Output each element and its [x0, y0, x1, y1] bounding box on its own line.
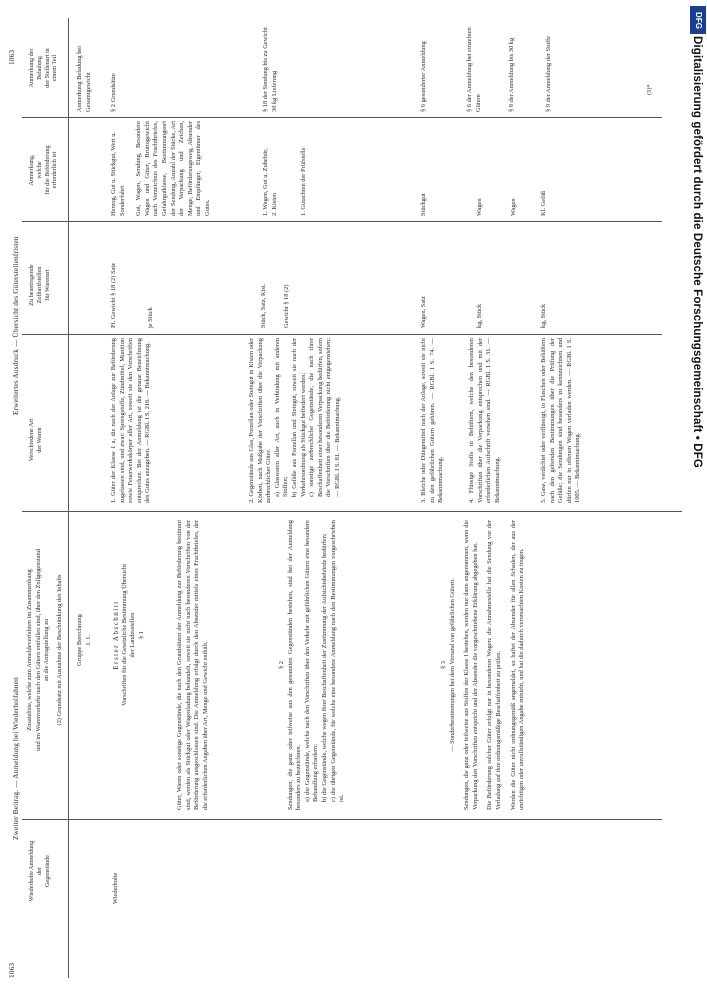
column-rule-5	[22, 117, 662, 118]
col4-row1: Herzog, Gut u. Stückgut, Wert u. Sonderfahrt Gut, Wagen, Sendung, Besondere Wagen und Güter, Bruttogewicht nach Verzeichnis des Frachtbriefes, Gefahrgutklasse, Bestimmungsort der Sendung, Anzahl der Stücke, Art der Verpackung und Zeichen, Menge, Beförderungsweg, Absender und Empfänger, Eigentümer des Gutes.	[110, 121, 211, 216]
col5-row3: § 6 gesonderter Anmeldung	[420, 41, 427, 112]
middle-item-5: 5. Gase, verdichtet oder verflüssigt, in Flaschen oder Behältern nach den geltenden Bestimmungen über die Prüfung der Gefäße; die Sendungen sind besonders zu kennzeichnen und dürfen nur in offenen Wagen verladen werden. — RGBl. I S. 1005. — Bekanntmachung.	[540, 338, 582, 503]
running-head-left: Zweiter Beitrag. — Anmeldung bei Wiederholfahnen	[12, 677, 20, 840]
col3-row2: Stück, Satz, Kist. Gewicht § 18 (2)	[260, 283, 290, 328]
col4-row6: Wagen	[510, 198, 517, 216]
footnote-mark: (5)*	[646, 84, 653, 95]
col4-row2: 1. Wagen, Gut u. Zubehör, 2. Kisten	[262, 148, 278, 216]
para3-block: § 3 — Sonderbestimmungen bei dem Versand von gefährlichen Gütern. Sendungen, die ganz oder teilweise aus Stoffen der Klasse I bestehen, werden nur dann angenommen, wenn die Verpackung den Vorschriften entspricht und der Absender die vorgeschriebene Erklärung abgegeben hat. Die Beförderung solcher Güter erfolgt nur in besonderen Wagen; die Annahmestelle hat die Sendung vor der Verladung auf ihre ordnungsmäßige Beschaffenheit zu prüfen. Werden die Güter nicht ordnungsgemäß angemeldet, so haftet der Absender für allen Schaden, der aus der unrichtigen oder unvollständigen Angabe entsteht, und hat die dadurch verursachten Kosten zu tragen.	[440, 520, 526, 810]
col5-row1: § 2 Grundsätze	[110, 73, 117, 112]
middle-item-3: 3. Bleiche oder Düngemittel nach der Anlage, soweit sie nicht zu den gefährlichen Gütern gehören. — RGBl. I S. 74. — Bekanntmachung.	[420, 338, 445, 503]
left-header-block: Zusatzliste, welche zum Anmeldeverfahren im Zusammenhang und im Warenverkehr nach den Gütern entfallen sind, über den Zollgegenstand an die Antragstellung zu (2) Grundsatz mit Ausnahme der Beschränkung des Inhalts	[26, 549, 63, 751]
col3-row1: Pf. Gewicht § 18 (2) Satz je Stück	[110, 263, 154, 328]
abschnitt-text: Güter, Waren oder sonstige Gegenstände, die nach den Grundsätzen der Anmeldung zur Beförderung bestimmt sind, werden als Stückgut oder Wagenladung behandelt, soweit sie nicht nach besonderen Vorschriften von der Beförderung ausgeschlossen sind. Die Anmeldung erfolgt durch den Absender mittels eines Frachtbriefes, der die erforderlichen Angaben über Art, Menge und Gewicht enthält.	[176, 520, 209, 810]
page-number-right: 1063	[8, 49, 16, 65]
col4-row7: Kl. Gefäß	[540, 190, 547, 216]
col4-row3: 1. Gutachten der Prüfstelle	[300, 147, 307, 216]
col5-row5: § 8 der Anmeldung bis 30 kg	[508, 37, 515, 112]
column-rule-2	[22, 511, 682, 512]
header-col5: Anmerkung der Beladung der Stellenart in einem Teil	[28, 48, 59, 88]
left-row-label: Wiederholte	[112, 872, 119, 904]
col3-row4: kg, Stück	[476, 303, 483, 328]
col5-row0: Anmerkung Beladung bei Gesamtgewicht	[76, 45, 92, 112]
header-rule	[68, 18, 69, 978]
col5-row2: § 18 der Sendung bis zu Gewicht 30 kg Lieferung	[262, 27, 278, 112]
page-number-left: 1063	[8, 962, 16, 978]
middle-item-2: 2. Gegenstände aus Glas, Porzellan oder Steingut in Kisten oder Körben, nach Maßgabe der Vorschriften über die Verpackung zerbrechlicher Güter. a) Glaswaren aller Art, auch in Verbindung mit anderen Stoffen; b) Gefäße aus Porzellan und Steingut, soweit sie nach der Verkehrsordnung als Stückgut befördert werden; c) sonstige zerbrechliche Gegenstände, die nach ihrer Beschaffenheit einer besonderen Verpackung bedürfen, sofern die Vorschriften über die Beförderung nicht entgegenstehen; — RGBl. I S. 81. — Bekanntmachung.	[248, 338, 341, 503]
column-rule-3	[22, 334, 662, 335]
col5-row4: § 6 der Anmeldung bei einzelnen Gütern	[466, 27, 482, 112]
section-i-title: Gruppe Berechnung I. 1.	[76, 614, 92, 666]
middle-item-1: 1. Güter der Klasse 1 a, die nach der Anlage zur Beförderung zugelassen sind, und zwar: Sprengstoffe, Zündmittel, Munition sowie Feuerwerkskörper aller Art, soweit sie den Vorschriften entsprechen. Bei der Anmeldung ist die genaue Bezeichnung des Gutes anzugeben. — RGBl. I S. 216. — Bekanntmachung.	[110, 338, 152, 503]
column-rule-4	[22, 221, 662, 222]
col4-row5: Wagen	[476, 198, 483, 216]
dfg-logo-badge: DFG	[690, 6, 706, 34]
header-col3: Zu beantragende Zolltarifstellen für Warenart	[28, 264, 51, 306]
header-col4: Anmerkung, welche für die Beförderung erforderlich ist	[28, 145, 59, 195]
running-head-center: Erweitertes Ausdruck — Übersicht des Güterstellenfristen	[12, 236, 20, 415]
dfg-watermark-strip	[689, 36, 707, 976]
column-rule-1	[22, 819, 662, 820]
para2-block: § 2 Sendungen, die ganz oder teilweise aus den genannten Gegenständen bestehen, sind bei der Anmeldung besonders zu bezeichnen. a) die Gegenstände, welche nach den Vorschriften über den Verkehr mit gefährlichen Gütern eine besondere Behandlung erfordern; b) die Gegenstände, welche wegen ihrer Beschaffenheit der Zustimmung der Aufsichtsbehörde bedürfen; c) die übrigen Gegenstände, für welche eine besondere Anmeldung nach den Bestimmungen vorgeschrieben ist.	[278, 520, 346, 810]
header-col1: Wiederholte Anmeldung der Gegenstände	[28, 840, 51, 902]
col3-row5: kg, Stück	[540, 303, 547, 328]
dfg-watermark-text: Digitalisierung gefördert durch die Deutsche Forschungsgemeinschaft • DFG	[691, 36, 704, 469]
col3-row3: Wagen, Satz	[420, 296, 427, 328]
header-col2: Verschiedene Art der Waren	[28, 418, 43, 462]
col5-row6: § 9 der Anmeldung der Stoffe	[545, 35, 552, 112]
col4-row4: Stückgut	[420, 193, 427, 216]
middle-item-4: 4. Flüssige Stoffe in Behältern, welche den besonderen Vorschriften über die Verpackung entsprechen und mit der erforderlichen Aufschrift versehen sind. — RGBl. I S. 31. — Bekanntmachung.	[468, 338, 501, 503]
abschnitt-heading: Erster Abschnitt Vorschriften für die Gesetzliche Bestimmung Übersicht der Landesstellen § 1	[112, 563, 145, 707]
